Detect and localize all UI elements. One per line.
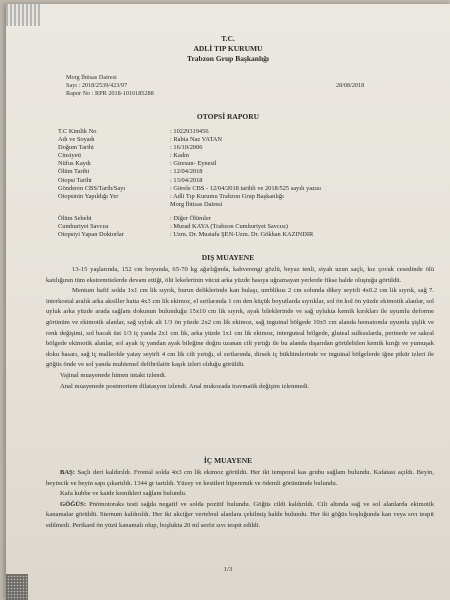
field-label: Gönderen CBS/Tarih/Sayı: [58, 184, 126, 192]
field-row: [58, 160, 321, 168]
identity-fields: [58, 128, 321, 239]
report-title: OTOPSİ RAPORU: [196, 112, 260, 121]
document-page: [6, 4, 450, 600]
field-value: Morg İhtisas Dairesi: [170, 200, 223, 208]
field-row: [58, 201, 321, 209]
field-value: : 16/10/2006: [170, 144, 203, 152]
department: Morg İhtisas Dairesi: [66, 74, 117, 81]
field-label: Otopsinin Yapıldığı Yer: [58, 192, 119, 200]
header-line-3: Trabzon Grup Başkanlığı: [187, 54, 269, 63]
document-header: [6, 34, 450, 64]
skull-text: Kafa kubbe ve kaide kemikleri sağlam bulundu.: [60, 490, 187, 498]
head-paragraph: [46, 468, 434, 489]
internal-exam-text: [46, 468, 434, 532]
field-row: [58, 128, 321, 136]
field-row: [58, 215, 321, 223]
field-label: Cinsiyeti: [58, 152, 82, 160]
field-value: : 13/04/2018: [170, 176, 203, 184]
external-exam-title: DIŞ MUAYENE: [201, 253, 255, 262]
field-value: : Giresun- Eynesil: [170, 160, 217, 168]
field-value: : 12/04/2018: [170, 168, 203, 176]
external-exam-p2: Mentum hafif solda 1x1 cm lik sıyrık, burun deliklerinde kan bulaşı, umblikus 2 cm solunda dikey seyirli 4x0.2 cm lik sıyrık, sağ 7. interkostal aralık arka aksiller hatta 4x3 cm lik ekimoz, el sırtlarında 1 cm den küçük boyutlarda sıyrıklar, sol ön kol ön yüzde ekimotik alanlar, sol uyluk arka yüzde arada sağlam dokunun bulunduğu 15x10 cm lik sıyrık, ayak bileklerinde ve sağ uylukta kemik kırıkları ile uyumlu deforme görünüm ve ekimotik alanlar, sağ uyluk alt 1/3 ön yüzde 2x2 cm lik ekimoz, sağ inguinal bölgede 10x5 cm alanda hematomla uyumlu şişlik ve renk değişimi, sol bacak üst 1/3 iç yanda 2x1 cm lik, arka yüzde 1x1 cm lik ekimoz, interguteal bölgede, gluteal sulkuslarda, perinede ve sakral bölgede ekimotik alanlar, sol ayak iç yandan ayak bileğine doğru uzanan cilt yırtığı ile bu alanda dışarıdan görülebilen kemik kırığı ve yumuşak doku hasarı, sağ iç malleolde yatay seyirli 4 cm lik cilt yırtığı, el sırtlarında, dirsek iç büklümlerinde ve inguinal bölgelerde iğne pikür izleri ile göğüs önde ve sol yanda muhtemel defibrilatör kaşık izleri olduğu görüldü.: [46, 287, 434, 369]
field-row: [58, 136, 321, 144]
field-row: [58, 185, 321, 193]
field-label: Cumhuriyet Savcısı: [58, 223, 109, 231]
field-label: [58, 201, 170, 209]
field-value: : Kadın: [170, 152, 189, 160]
head-text: Saçlı deri kaldırıldı. Frontal solda 4x3 cm lik ekimoz görüldü. Her iki temporal kas grubu sağlam bulundu. Kafatası açıldı. Beyin, beyincik ve beyin sapı çıkartıldı. 1344 gr tartıldı. Yüzey ve kesitleri hiperemik ve ödemli görünümde bulundu.: [46, 469, 434, 487]
field-value: : Uzm. Dr. Mustafa ŞEN-Uzm. Dr. Gökhan KAZINDIR: [170, 231, 314, 239]
field-value: : Diğer Ölümler: [170, 214, 211, 222]
field-label: T.C Kimlik No: [58, 128, 97, 135]
field-row: [58, 152, 321, 160]
field-row: [58, 223, 321, 231]
field-value: : Murad KAYA (Trabzon Cumhuriyet Savcısı): [170, 223, 288, 231]
sayi-number: Sayı : 2018/2539/423/97: [66, 82, 128, 89]
field-value: : Rabia Naz VATAN: [170, 136, 222, 144]
field-label: Otopsi Tarihi: [58, 176, 92, 184]
field-row: [58, 177, 321, 185]
field-label: Ölüm Sebebi: [58, 214, 92, 222]
internal-exam-title: İÇ MUAYENE: [203, 456, 253, 465]
field-row: [58, 144, 321, 152]
field-row: [58, 231, 321, 239]
field-label: Otopsiyi Yapan Doktorlar: [58, 231, 124, 239]
report-number: Rapor No : RPR 2018-1010185288: [66, 90, 154, 97]
field-label: Nüfus Kaydı: [58, 160, 91, 168]
external-exam-p4: Anal muayenede postmortem dilatasyon izlendi. Anal mukozada travmatik değişim izlenmedi.: [60, 382, 310, 390]
field-value: : Adli Tıp Kurumu Trabzon Grup Başkanlığı: [170, 192, 284, 200]
field-value: : Görele CBS - 12/04/2018 tarihli ve 2018/525 sayılı yazısı: [170, 184, 322, 192]
field-value: : 10229319456: [170, 128, 209, 135]
external-exam-p3: Vajinal muayenede himen intakt izlendi.: [60, 371, 167, 379]
qr-code-bottom: [6, 574, 28, 600]
report-date: 28/08/2018: [336, 82, 365, 89]
page-number: 1/3: [223, 566, 233, 573]
field-row: [58, 168, 321, 176]
chest-text: Pnömotoraks testi sağda negatif ve solda pozitif bulundu. Göğüs cildi kaldırıldı. Cilt altında sağ ve sol alanlarda ekimotik kanamalar görüldü. Sternum kaldırıldı. Her iki akciğer vertebral alanlara çekilmiş halde bulundu. Her iki göğüs boşluğunda kan veya sıvı tespit edilmedi. Perikard ön yüzü kanamalı olup, boşlukta 20 ml seröz sıvı tespit edildi.: [46, 500, 434, 529]
qr-code-top: [6, 4, 40, 26]
field-label: Doğum Tarihi: [58, 144, 94, 152]
header-line-1: T.C.: [221, 34, 235, 43]
chest-paragraph: [46, 500, 434, 532]
external-exam-p1: 13-15 yaşlarında, 152 cm boyunda, 65-70 kg ağırlığında, kahverengi gözlü, beyaz tenli, siyah uzun saçlı, kız çocuk cesedinde ölü katılığının tüm ekstremitelerde devam ettiği, ölü lekelerinin vücut arka yüzde basıya uğramayan yerlerde fikse halde oluştuğu görüldü.: [46, 266, 434, 284]
field-row: [58, 193, 321, 201]
field-label: Adı ve Soyadı: [58, 136, 95, 144]
header-line-2: ADLİ TIP KURUMU: [193, 44, 263, 53]
external-exam-text: [46, 265, 434, 392]
chest-label: GÖĞÜS:: [60, 500, 87, 508]
field-label: Ölüm Tarihi: [58, 168, 90, 176]
reference-block: [66, 74, 154, 98]
head-label: BAŞ:: [60, 469, 76, 476]
